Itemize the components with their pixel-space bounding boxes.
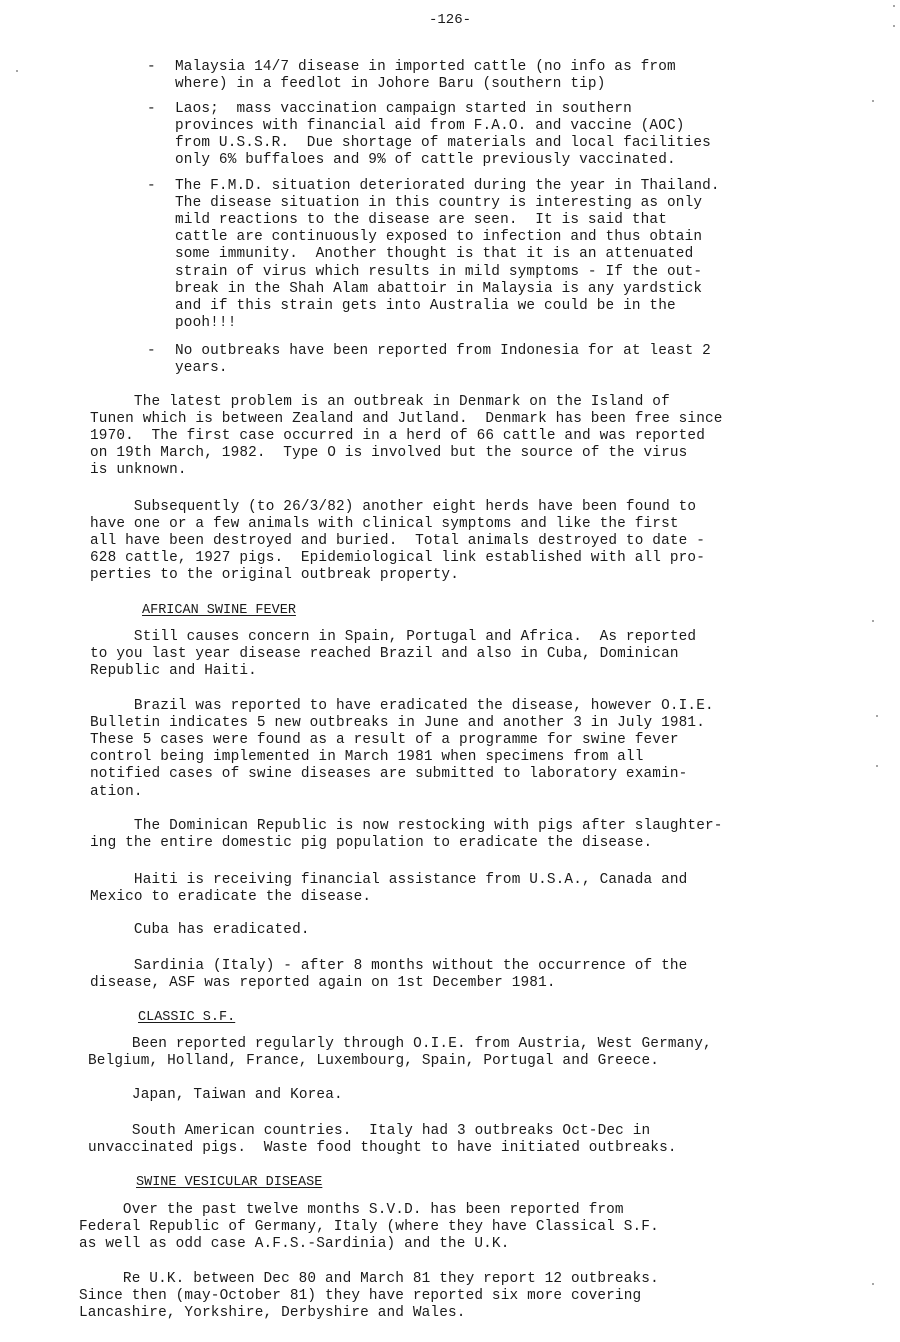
scan-speck <box>893 5 895 7</box>
bullet-line: No outbreaks have been reported from Indonesia for at least 2 <box>175 343 711 359</box>
paragraph-line-denmark: 1970. The first case occurred in a herd of 66 cattle and was reported <box>90 428 706 445</box>
bullet-dash: - <box>147 178 156 194</box>
bullet-line: and if this strain gets into Australia we could be in the <box>175 297 676 314</box>
paragraph-line-csf-3: unvaccinated pigs. Waste food thought to have initiated outbreaks. <box>88 1140 677 1157</box>
paragraph-line-asf-5: Cuba has eradicated. <box>90 922 310 938</box>
bullet-line: only 6% buffaloes and 9% of cattle previously vaccinated. <box>175 152 676 169</box>
scan-speck <box>872 1283 874 1285</box>
section-heading-classic-sf: CLASSIC S.F. <box>138 1010 236 1025</box>
bullet-line: years. <box>175 360 228 377</box>
section-heading-african-swine-fever: AFRICAN SWINE FEVER <box>142 603 296 618</box>
paragraph-line-svd-1: as well as odd case A.F.S.-Sardinia) and the U.K. <box>79 1236 510 1253</box>
bullet-line: Malaysia 14/7 disease in imported cattle (no info as from <box>175 59 676 75</box>
bullet-line: The disease situation in this country is interesting as only <box>175 195 703 212</box>
paragraph-line-asf-6: Sardinia (Italy) - after 8 months without the occurrence of the <box>90 958 688 974</box>
bullet-line: pooh!!! <box>175 314 237 331</box>
paragraph-line-csf-1: Been reported regularly through O.I.E. from Austria, West Germany, <box>88 1036 712 1052</box>
paragraph-line-denmark: is unknown. <box>90 462 187 479</box>
bullet-line: The F.M.D. situation deteriorated during the year in Thailand. <box>175 178 720 194</box>
paragraph-line-denmark: The latest problem is an outbreak in Denmark on the Island of <box>90 394 670 410</box>
bullet-line: break in the Shah Alam abattoir in Malaysia is any yardstick <box>175 280 703 297</box>
bullet-line: cattle are continuously exposed to infection and thus obtain <box>175 229 703 246</box>
paragraph-line-asf-1: Republic and Haiti. <box>90 663 257 680</box>
paragraph-line-svd-1: Federal Republic of Germany, Italy (where they have Classical S.F. <box>79 1219 659 1236</box>
scan-speck <box>872 100 874 102</box>
paragraph-line-subsequently: perties to the original outbreak property. <box>90 567 460 584</box>
scan-speck <box>893 25 895 27</box>
paragraph-line-svd-2: Since then (may-October 81) they have reported six more covering <box>79 1288 642 1305</box>
bullet-line: from U.S.S.R. Due shortage of materials and local facilities <box>175 135 711 152</box>
bullet-dash: - <box>147 101 156 117</box>
bullet-dash: - <box>147 343 156 359</box>
paragraph-line-asf-2: These 5 cases were found as a result of a programme for swine fever <box>90 732 679 749</box>
paragraph-line-asf-1: to you last year disease reached Brazil and also in Cuba, Dominican <box>90 646 679 663</box>
paragraph-line-csf-3: South American countries. Italy had 3 outbreaks Oct-Dec in <box>88 1123 651 1139</box>
page-number: -126- <box>428 12 471 28</box>
paragraph-line-subsequently: all have been destroyed and buried. Total animals destroyed to date - <box>90 533 706 550</box>
paragraph-line-asf-2: control being implemented in March 1981 when specimens from all <box>90 749 644 766</box>
paragraph-line-csf-1: Belgium, Holland, France, Luxembourg, Spain, Portugal and Greece. <box>88 1053 660 1070</box>
paragraph-line-svd-2: Re U.K. between Dec 80 and March 81 they report 12 outbreaks. <box>79 1271 659 1287</box>
bullet-line: strain of virus which results in mild symptoms - If the out- <box>175 263 703 280</box>
paragraph-line-asf-4: Mexico to eradicate the disease. <box>90 889 372 906</box>
bullet-line: where) in a feedlot in Johore Baru (southern tip) <box>175 76 606 93</box>
bullet-line: Laos; mass vaccination campaign started in southern <box>175 101 632 117</box>
paragraph-line-svd-1: Over the past twelve months S.V.D. has been reported from <box>79 1202 624 1218</box>
bullet-line: provinces with financial aid from F.A.O. and vaccine (AOC) <box>175 118 685 135</box>
bullet-line: mild reactions to the disease are seen. It is said that <box>175 212 668 229</box>
paragraph-line-asf-2: ation. <box>90 783 143 800</box>
paragraph-line-denmark: on 19th March, 1982. Type O is involved but the source of the virus <box>90 445 688 462</box>
paragraph-line-denmark: Tunen which is between Zealand and Jutland. Denmark has been free since <box>90 411 723 428</box>
scan-speck <box>876 765 878 767</box>
paragraph-line-csf-2: Japan, Taiwan and Korea. <box>88 1087 343 1103</box>
scan-speck <box>16 70 18 72</box>
paragraph-line-asf-2: Brazil was reported to have eradicated the disease, however O.I.E. <box>90 698 714 714</box>
paragraph-line-subsequently: 628 cattle, 1927 pigs. Epidemiological link established with all pro- <box>90 550 706 567</box>
bullet-line: some immunity. Another thought is that it is an attenuated <box>175 246 694 263</box>
paragraph-line-asf-3: ing the entire domestic pig population to eradicate the disease. <box>90 835 653 852</box>
paragraph-line-asf-2: notified cases of swine diseases are submitted to laboratory examin- <box>90 766 688 783</box>
paragraph-line-subsequently: have one or a few animals with clinical symptoms and like the first <box>90 516 679 533</box>
paragraph-line-asf-6: disease, ASF was reported again on 1st December 1981. <box>90 975 556 992</box>
paragraph-line-subsequently: Subsequently (to 26/3/82) another eight herds have been found to <box>90 499 697 515</box>
paragraph-line-asf-2: Bulletin indicates 5 new outbreaks in June and another 3 in July 1981. <box>90 715 706 732</box>
section-heading-swine-vesicular-disease: SWINE VESICULAR DISEASE <box>136 1175 323 1190</box>
scan-speck <box>876 715 878 717</box>
paragraph-line-svd-2: Lancashire, Yorkshire, Derbyshire and Wales. <box>79 1305 466 1322</box>
paragraph-line-asf-3: The Dominican Republic is now restocking with pigs after slaughter- <box>90 818 723 834</box>
bullet-dash: - <box>147 59 156 75</box>
scan-speck <box>872 620 874 622</box>
paragraph-line-asf-4: Haiti is receiving financial assistance from U.S.A., Canada and <box>90 872 688 888</box>
paragraph-line-asf-1: Still causes concern in Spain, Portugal and Africa. As reported <box>90 629 697 645</box>
